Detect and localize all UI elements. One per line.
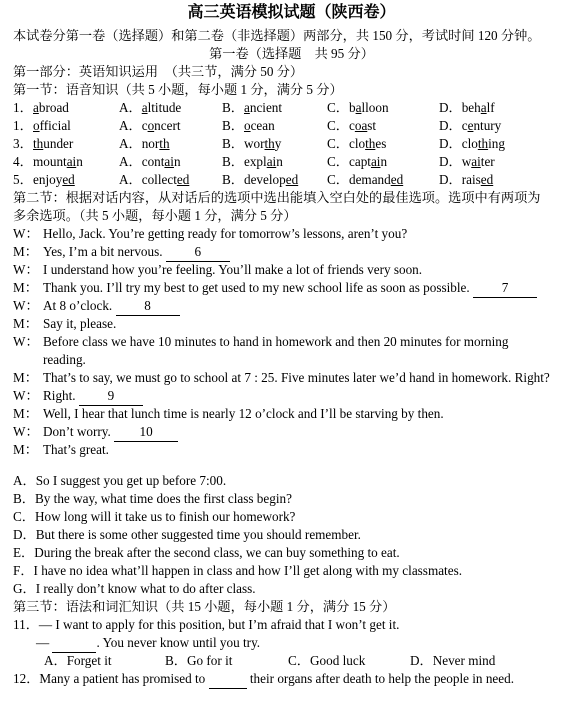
page-title: 高三英语模拟试题（陕西卷） — [187, 4, 396, 21]
dialogue-line: Yes, I’m a bit nervous. 6 — [43, 243, 575, 262]
dialogue-line: Say it, please. — [43, 316, 117, 331]
choice-d[interactable]: D．clothing — [439, 136, 505, 151]
underlined-letters: oa — [354, 118, 368, 133]
phonetics-row — [13, 117, 573, 135]
dialogue-option[interactable]: D．But there is some other suggested time you should remember. — [13, 527, 361, 542]
underlined-letters: ed — [390, 172, 404, 187]
answer-blank[interactable]: 9 — [79, 387, 143, 406]
question-11-reply: — . You never know until you try. — [36, 634, 575, 653]
choice-d[interactable]: D．waiter — [439, 154, 495, 169]
underlined-letters: ed — [285, 172, 299, 187]
underlined-letters: ai — [164, 154, 174, 169]
question-number: 3． — [13, 136, 33, 151]
underlined-letters: ed — [480, 172, 494, 187]
answer-blank[interactable]: 6 — [166, 243, 230, 262]
dialogue-option[interactable]: B．By the way, what time does the first class begin? — [13, 491, 292, 506]
underlined-letters: o — [243, 118, 251, 133]
dialogue-line: Right. 9 — [43, 387, 575, 406]
dialogue-line: Hello, Jack. You’re getting ready for tomorrow’s lessons, aren’t you? — [43, 226, 408, 241]
choice-a[interactable]: A．contain — [119, 154, 181, 169]
target-word: mountain — [33, 154, 83, 169]
exam-intro: 本试卷分第一卷（选择题）和第二卷（非选择题）两部分，共 150 分，考试时间 120 分钟。 — [13, 28, 541, 43]
answer-blank — [52, 634, 96, 653]
section3-heading: 第三节：语法和词汇知识（共 15 小题，每小题 1 分，满分 15 分） — [13, 599, 396, 614]
underlined-letters: ai — [266, 154, 277, 169]
speaker-label: W： — [13, 298, 39, 313]
phonetics-row — [13, 171, 573, 189]
speaker-label: M： — [13, 406, 38, 421]
choice-d[interactable]: D．century — [439, 118, 502, 133]
speaker-label: W： — [13, 424, 39, 439]
dialogue-line: Thank you. I’ll try my best to get used to my new school life as soon as possible. 7 — [43, 279, 575, 298]
underlined-letters: th — [159, 136, 170, 151]
question-12-stem: 12．Many a patient has promised to their organs after death to help the people in need. — [13, 670, 575, 689]
question-number: 5． — [13, 172, 33, 187]
underlined-letters: a — [141, 100, 148, 115]
speaker-label: M： — [13, 244, 38, 259]
underlined-letters: ai — [66, 154, 77, 169]
choice-b[interactable]: B．Go for it — [165, 653, 233, 668]
speaker-label: W： — [13, 262, 39, 277]
choice-a[interactable]: A．concert — [119, 118, 181, 133]
underlined-letters: o — [147, 118, 155, 133]
choice-a[interactable]: A．altitude — [119, 100, 182, 115]
dialogue-line: That’s to say, we must go to school at 7 : 25. Five minutes later we’d hand in homework. Right? — [43, 370, 550, 385]
speaker-label: W： — [13, 334, 39, 349]
choice-d[interactable]: D．Never mind — [410, 653, 496, 668]
target-word: abroad — [33, 100, 69, 115]
choice-d[interactable]: D．behalf — [439, 100, 495, 115]
speaker-label: M： — [13, 370, 38, 385]
underlined-letters: a — [355, 100, 362, 115]
target-word: thunder — [33, 136, 74, 151]
section2-instructions-line1: 第二节：根据对话内容，从对话后的选项中选出能填入空白处的最佳选项。选项中有两项为 — [13, 190, 541, 205]
choice-a[interactable]: A．collected — [119, 172, 190, 187]
choice-b[interactable]: B．developed — [222, 172, 299, 187]
underlined-letters: ai — [471, 154, 481, 169]
dialogue-line: At 8 o’clock. 8 — [43, 297, 575, 316]
dialogue-option[interactable]: C．How long will it take us to finish our homework? — [13, 509, 296, 524]
underlined-letters: th — [264, 136, 275, 151]
choice-d[interactable]: D．raised — [439, 172, 494, 187]
underlined-letters: a — [33, 100, 39, 115]
underlined-letters: ed — [62, 172, 75, 187]
phonetics-row — [13, 99, 573, 117]
choice-c[interactable]: C．captain — [327, 154, 388, 169]
speaker-label: M： — [13, 280, 38, 295]
underlined-letters: ai — [370, 154, 381, 169]
question-11-choices — [44, 652, 574, 670]
choice-c[interactable]: C．balloon — [327, 100, 389, 115]
question-number: 1． — [13, 118, 33, 133]
dialogue-line: I understand how you’re feeling. You’ll make a lot of friends very soon. — [43, 262, 423, 277]
speaker-label: M： — [13, 316, 38, 331]
choice-a[interactable]: A．Forget it — [44, 653, 112, 668]
dialogue-line: Well, I hear that lunch time is nearly 12 o’clock and I’ll be starving by then. — [43, 406, 444, 421]
underlined-letters: ed — [176, 172, 190, 187]
choice-a[interactable]: A．north — [119, 136, 170, 151]
choice-c[interactable]: C．Good luck — [288, 653, 366, 668]
underlined-letters: a — [243, 100, 250, 115]
underlined-letters: th — [477, 136, 489, 151]
choice-b[interactable]: B．explain — [222, 154, 283, 169]
dialogue-option[interactable]: A．So I suggest you get up before 7:00. — [13, 473, 227, 488]
target-word: official — [33, 118, 71, 133]
choice-b[interactable]: B．ocean — [222, 118, 275, 133]
choice-c[interactable]: C．demanded — [327, 172, 404, 187]
dialogue-line-continued: reading. — [43, 352, 86, 367]
question-11-stem: 11．— I want to apply for this position, but I’m afraid that I won’t get it. — [13, 617, 400, 632]
phonetics-row — [13, 135, 573, 153]
answer-blank — [209, 670, 247, 689]
speaker-label: W： — [13, 388, 39, 403]
section2-instructions-line2: 多余选项。（共 5 小题，每小题 1 分，满分 5 分） — [13, 208, 297, 223]
section1-heading: 第一节：语音知识（共 5 小题，每小题 1 分，满分 5 分） — [13, 82, 343, 97]
answer-blank[interactable]: 7 — [473, 279, 537, 298]
underlined-letters: e — [467, 118, 474, 133]
phonetics-row — [13, 153, 573, 171]
answer-blank[interactable]: 8 — [116, 297, 180, 316]
choice-b[interactable]: B．worthy — [222, 136, 282, 151]
volume-heading: 第一卷（选择题 共 95 分） — [209, 46, 374, 61]
target-word: enjoyed — [33, 172, 75, 187]
speaker-label: M： — [13, 442, 38, 457]
dialogue-option[interactable]: E．During the break after the second class, we can buy something to eat. — [13, 545, 400, 560]
choice-c[interactable]: C．clothes — [327, 136, 387, 151]
dialogue-line: Before class we have 10 minutes to hand in homework and then 20 minutes for morning — [43, 334, 509, 349]
choice-c[interactable]: C．coast — [327, 118, 377, 133]
dialogue-option[interactable]: F．I have no idea what’ll happen in class and how I’ll get along with my classmates. — [13, 563, 462, 578]
underlined-letters: a — [480, 100, 487, 115]
answer-blank[interactable]: 10 — [114, 423, 178, 442]
dialogue-line: That’s great. — [43, 442, 109, 457]
underlined-letters: th — [33, 136, 44, 151]
underlined-letters: o — [33, 118, 40, 133]
dialogue-option[interactable]: G．I really don’t know what to do after class. — [13, 581, 256, 596]
underlined-letters: th — [365, 136, 376, 151]
question-number: 1． — [13, 100, 33, 115]
question-number: 4． — [13, 154, 33, 169]
dialogue-line: Don’t worry. 10 — [43, 423, 575, 442]
speaker-label: W： — [13, 226, 39, 241]
choice-b[interactable]: B．ancient — [222, 100, 283, 115]
part1-heading: 第一部分：英语知识运用 （共三节，满分 50 分） — [13, 64, 304, 79]
